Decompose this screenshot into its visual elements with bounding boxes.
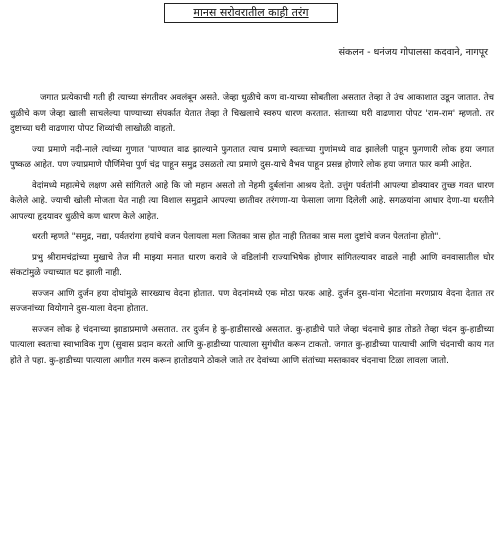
paragraph: प्रभु श्रीरामचंद्रांच्या मुखाचे तेज मी माझ्या मनात धारण करावे जे वडिलांनी राज्याभिषेक होणार सांगितल्यावर वाढले नाही आणि वनवासातील घोर संकटांमुळे ज्याच्यात घट झाली नाही. <box>10 252 494 278</box>
article-body <box>10 91 494 374</box>
page-title: मानस सरोवरातील काही तरंग <box>193 6 309 19</box>
paragraph: सज्जन आणि दुर्जन हया दोघांमुळे सारख्याच वेदना होतात. पण वेदनांमध्ये एक मोठा फरक आहे. दुर्जन दुस-यांना भेटतांना मरणप्राय वेदना देतात तर सज्जनांच्या वियोगाने दुस-याला वेदना होतात. <box>10 288 494 314</box>
compiler-line: संकलन - धनंजय गोपालसा कदवाने, नागपूर <box>338 47 488 58</box>
paragraph: सज्जन लोक हे चंदनाच्या झाडाप्रमाणे असतात. तर दुर्जन हे कु-हाडीसारखे असतात. कु-हाडीचे पाते जेव्हा चंदनाचे झाड तोडते तेव्हा चंदन कु-हाडीच्या पात्याला स्वतःचा स्वाभाविक गुण (सुवास प्रदान करतो आणि कु-हाडीच्या पात्याला सुगंधीत करून टाकतो. जगात कु-हाडीच्या पात्याची आणि चंदनाची काय गत होते ते पहा. कु-हाडीच्या पात्याला आगीत गरम करून हातोडयाने ठोकले जाते तर देवांच्या आणि संतांच्या मस्तकावर चंदनाचा टिळा लावला जातो. <box>10 324 494 366</box>
title-box <box>164 3 338 23</box>
paragraph: जगात प्रत्येकाची गती ही त्याच्या संगतीवर अवलंबून असते. जेव्हा धुळीचे कण वा-याच्या सोबतीला असतात तेव्हा ते उंच आकाशात उडून जातात. तेच धुळीचे कण जेव्हा खाली साचलेल्या पाण्याच्या संपर्कात येतात तेव्हा ते चिखलाचे स्वरुप धारण करतात. संताच्या घरी वाढणारा पोपट 'राम-राम' म्हणतो. तर दुष्टाच्या घरी वाढणारा पोपट शिव्यांची लाखोळी वाहतो. <box>10 93 494 134</box>
paragraph: ज्या प्रमाणे नदी-नाले त्यांच्या गुणात 'पाण्यात वाढ झाल्याने फुगतात त्याच प्रमाणे स्वतःच्या गुणांमध्ये वाढ झालेली पाहून फुगणारी लोक हया जगात पुष्कळ आहेत. पण ज्याप्रमाणे पौर्णिमेचा पुर्ण चंद्र पाहून समुद्र उसळतो त्या प्रमाणे दुस-याचे वैभव पाहून प्रसन्न होणारे लोक हया जगात फार कमी आहेत. <box>10 144 494 170</box>
paragraph: धरती म्हणते "समुद्र, नद्या, पर्वतरांगा हयांचे वजन पेलायला मला जितका त्रास होत नाही तितका त्रास मला दुष्टांचे वजन पेलतांना होतो". <box>32 232 442 242</box>
paragraph: वेदांमध्ये महात्मेचे लक्षण असे सांगितले आहे कि जो महान असतो तो नेहमी दुर्बलांना आश्रय देतो. उत्तुंग पर्वतांनी आपल्या डोक्यावर तुच्छ गवत धारण केलेले आहे. ज्याची खोली मोजता येत नाही त्या विशाल समुद्राने आपल्या छातीवर तरंगणा-या फेसाला जागा दिलेली आहे. सगळयांना आधार देणा-या धरतीने आपल्या हृदयावर धुळीचे कण धारण केले आहेत. <box>10 180 494 222</box>
